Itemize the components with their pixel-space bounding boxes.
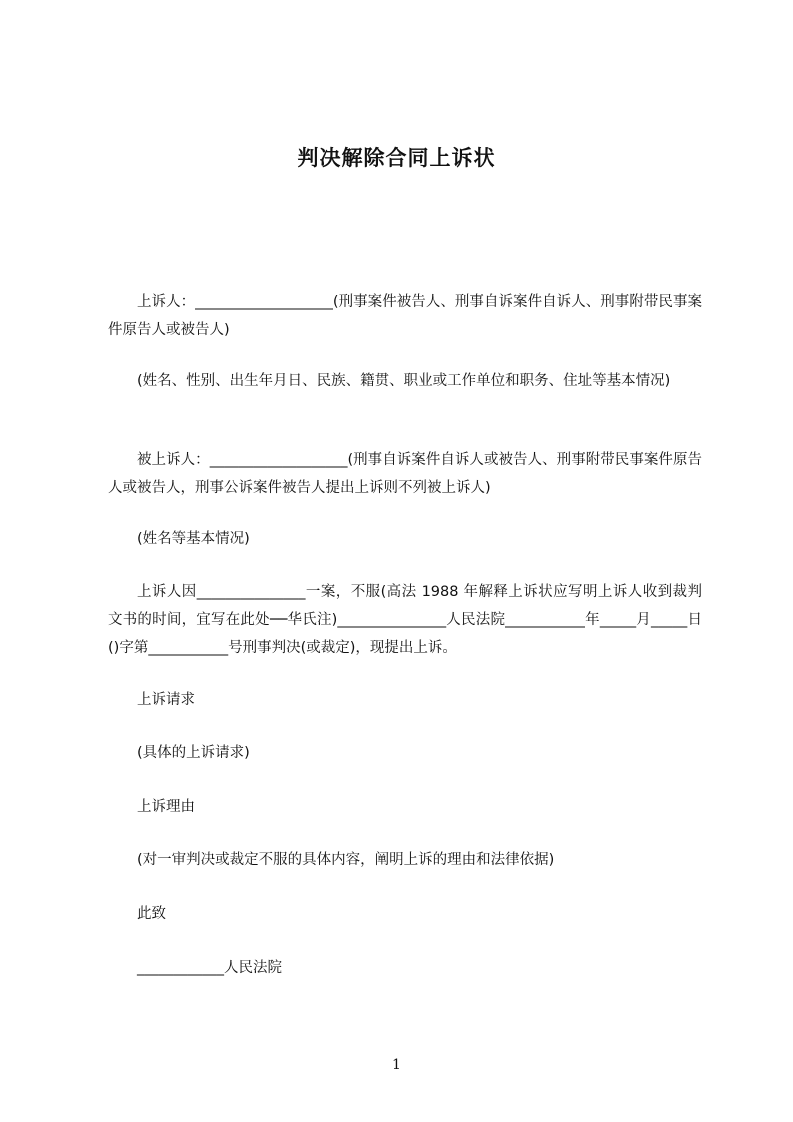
appeal-request-heading: 上诉请求 — [137, 692, 195, 708]
appellee-basic-info-paragraph: (姓名等基本情况) — [137, 531, 250, 547]
appeal-request-content: (具体的上诉请求) — [137, 745, 250, 761]
salutation-paragraph: 此致 — [137, 906, 166, 922]
appellant-basic-info-paragraph: (姓名、性别、出生年月日、民族、籍贯、职业或工作单位和职务、住址等基本情况) — [137, 373, 671, 389]
appellant-paragraph: 上诉人：___________________(刑事案件被告人、刑事自诉案件自诉人、刑事附带民事案件原告人或被告人) — [108, 294, 702, 338]
appeal-reason-content: (对一审判决或裁定不服的具体内容，阐明上诉的理由和法律依据) — [137, 852, 555, 868]
appellee-paragraph: 被上诉人：___________________(刑事自诉案件自诉人或被告人、刑事附带民事案件原告人或被告人，刑事公诉案件被告人提出上诉则不列被上诉人) — [108, 452, 702, 496]
court-name-paragraph: ____________人民法院 — [137, 960, 282, 976]
document-title: 判决解除合同上诉状 — [297, 146, 496, 170]
appeal-statement-paragraph: 上诉人因_______________一案，不服(高法 1988 年解释上诉状应写明上诉人收到裁判文书的时间，宜写在此处──华氏注)_______________人民法院___________年_____月_____日()字第___________号刑事判决(或裁定)，现提出上诉。 — [108, 584, 702, 656]
page-number: 1 — [392, 1057, 401, 1073]
appeal-reason-heading: 上诉理由 — [137, 799, 195, 815]
